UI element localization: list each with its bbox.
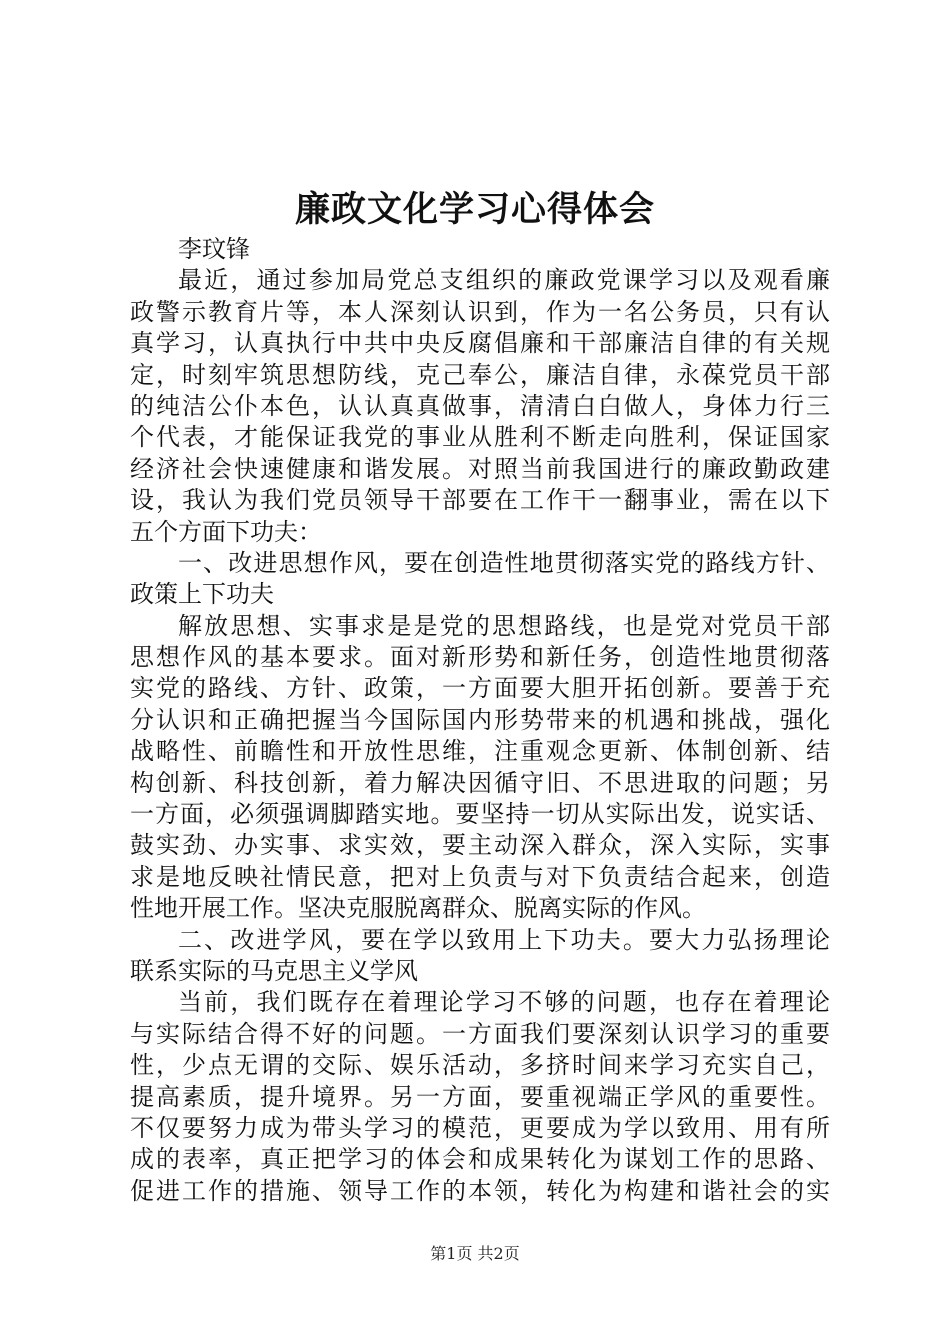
document-body xyxy=(130,234,830,1207)
text-line: 的纯洁公仆本色，认认真真做事，清清白白做人，身体力行三 xyxy=(130,391,830,420)
text-line: 性地开展工作。坚决克服脱离群众、脱离实际的作风。 xyxy=(130,894,706,923)
text-line: 政策上下功夫 xyxy=(130,580,274,609)
text-line: 思想作风的基本要求。面对新形势和新任务，创造性地贯彻落 xyxy=(130,643,830,672)
text-line: 联系实际的马克思主义学风 xyxy=(130,956,418,985)
text-line: 性，少点无谓的交际、娱乐活动，多挤时间来学习充实自己， xyxy=(130,1051,830,1080)
text-line: 实党的路线、方针、政策，一方面要大胆开拓创新。要善于充 xyxy=(130,674,830,703)
text-line: 最近，通过参加局党总支组织的廉政党课学习以及观看廉 xyxy=(178,266,830,295)
text-line: 与实际结合得不好的问题。一方面我们要深刻认识学习的重要 xyxy=(130,1019,830,1048)
text-line: 当前，我们既存在着理论学习不够的问题，也存在着理论 xyxy=(178,988,830,1017)
text-line: 五个方面下功夫： xyxy=(130,517,322,546)
document-title: 廉政文化学习心得体会 xyxy=(294,189,655,230)
text-line: 求是地反映社情民意，把对上负责与对下负责结合起来，创造 xyxy=(130,862,830,891)
text-line: 分认识和正确把握当今国际国内形势带来的机遇和挑战，强化 xyxy=(130,705,830,734)
page-footer: 第1页 共2页 xyxy=(430,1244,520,1263)
text-line: 个代表，才能保证我党的事业从胜利不断走向胜利，保证国家 xyxy=(130,423,830,452)
text-line: 鼓实劲、办实事、求实效，要主动深入群众，深入实际，实事 xyxy=(130,831,830,860)
text-line: 构创新、科技创新，着力解决因循守旧、不思进取的问题；另 xyxy=(130,768,830,797)
paragraph-lines xyxy=(130,265,830,1207)
text-line: 解放思想、实事求是是党的思想路线，也是党对党员干部 xyxy=(178,611,830,640)
text-line: 真学习，认真执行中共中央反腐倡廉和干部廉洁自律的有关规 xyxy=(130,329,830,358)
text-line: 设，我认为我们党员领导干部要在工作干一翻事业，需在以下 xyxy=(130,486,830,515)
text-line: 提高素质，提升境界。另一方面，要重视端正学风的重要性。 xyxy=(130,1082,830,1111)
text-line: 不仅要努力成为带头学习的模范，更要成为学以致用、用有所 xyxy=(130,1113,830,1142)
text-line: 战略性、前瞻性和开放性思维，注重观念更新、体制创新、结 xyxy=(130,737,830,766)
text-line: 一、改进思想作风，要在创造性地贯彻落实党的路线方针、 xyxy=(178,548,830,577)
text-line: 二、改进学风，要在学以致用上下功夫。要大力弘扬理论 xyxy=(178,925,830,954)
text-line: 政警示教育片等，本人深刻认识到，作为一名公务员，只有认 xyxy=(130,297,830,326)
text-line: 定，时刻牢筑思想防线，克己奉公，廉洁自律，永葆党员干部 xyxy=(130,360,830,389)
text-line: 一方面，必须强调脚踏实地。要坚持一切从实际出发，说实话、 xyxy=(130,800,830,829)
text-line: 成的表率，真正把学习的体会和成果转化为谋划工作的思路、 xyxy=(130,1145,830,1174)
text-line: 促进工作的措施、领导工作的本领，转化为构建和谐社会的实 xyxy=(130,1176,830,1205)
text-line: 经济社会快速健康和谐发展。对照当前我国进行的廉政勤政建 xyxy=(130,454,830,483)
author-name: 李玟锋 xyxy=(178,235,250,263)
